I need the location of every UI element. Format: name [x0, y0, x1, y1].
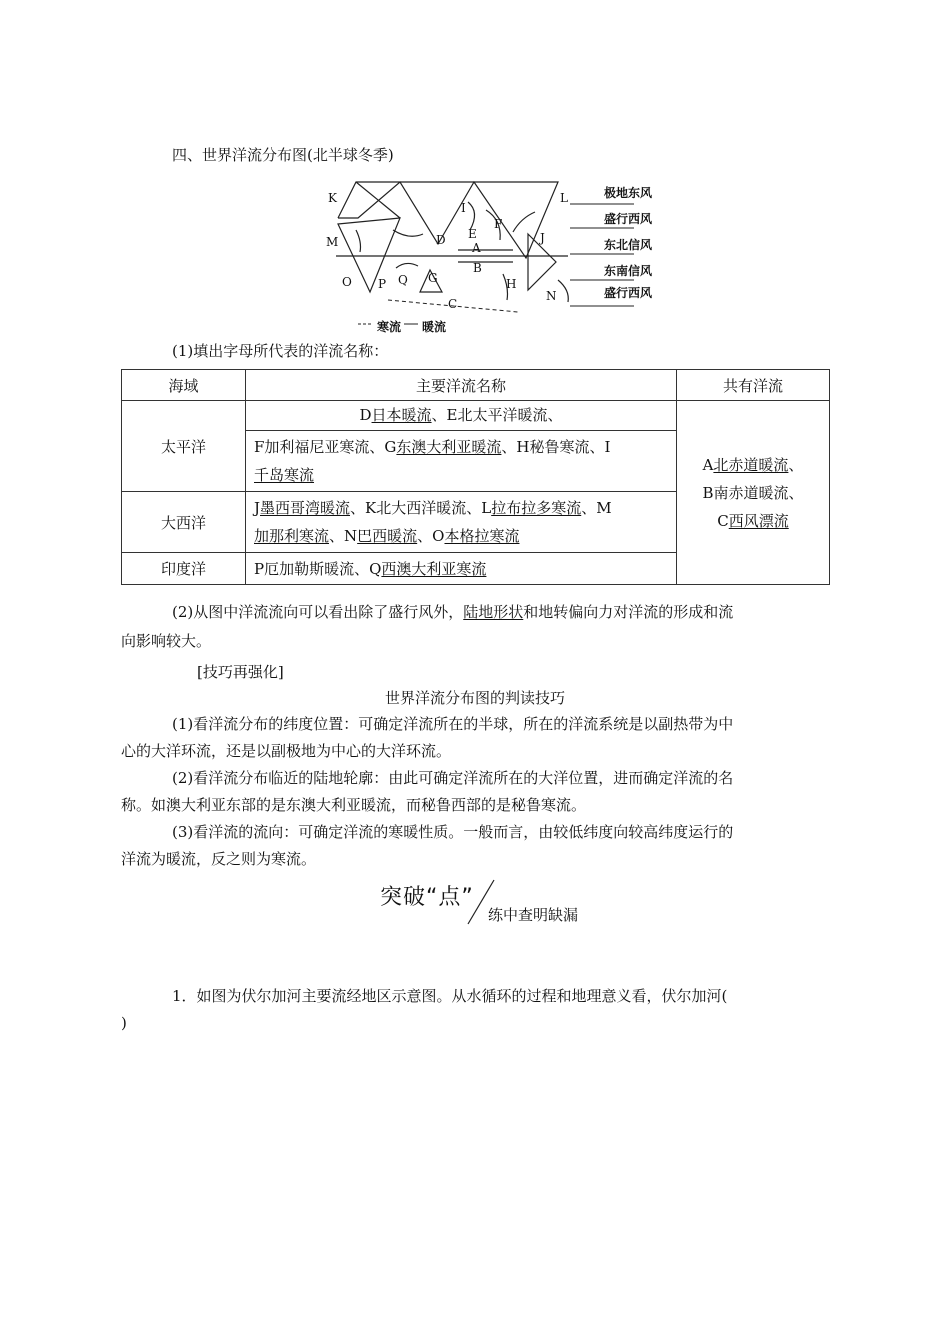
row-pacific-label: 太平洋 [122, 401, 246, 492]
tip-heading: [技巧再强化] [197, 663, 284, 681]
map-letter: O [342, 275, 352, 289]
tip-line: 称。如澳大利亚东部的是东澳大利亚暖流，而秘鲁西部的是秘鲁寒流。 [121, 796, 587, 814]
shared-currents: A北赤道暖流、 B南赤道暖流、 C西风漂流 [677, 401, 830, 585]
header-ocean: 海域 [122, 370, 246, 401]
legend-warm: 暖流 [422, 320, 447, 334]
map-letter: F [494, 217, 503, 231]
current-arrow-q [396, 263, 418, 268]
current-arrow-m [356, 230, 361, 252]
q2-line1: (2)从图中洋流流向可以看出除了盛行风外，陆地形状和地转偏向力对洋流的形成和流 [172, 603, 734, 621]
map-letter: B [473, 261, 482, 275]
row-pacific-currents: D日本暖流、E北太平洋暖流、 F加利福尼亚寒流、G东澳大利亚暖流、H秘鲁寒流、I 千岛寒流 [246, 401, 677, 492]
header-shared: 共有洋流 [677, 370, 830, 401]
map-letter: K [328, 191, 337, 205]
map-letter: D [436, 233, 446, 247]
map-letter: H [506, 277, 517, 291]
map-letter: P [378, 277, 387, 291]
legend-cold: 寒流 [377, 320, 402, 334]
current-arrow-d [393, 230, 423, 236]
header-currents: 主要洋流名称 [246, 370, 677, 401]
q1-prompt: (1)填出字母所代表的洋流名称： [172, 342, 389, 360]
map-letter: A [472, 241, 481, 255]
row-indian-label: 印度洋 [122, 553, 246, 585]
section-title: 四、世界洋流分布图(北半球冬季) [172, 146, 394, 164]
wind-label: 盛行西风 [604, 286, 653, 300]
banner-sub: 练中查明缺漏 [488, 906, 579, 924]
wind-label: 极地东风 [604, 186, 653, 200]
row-atlantic-label: 大西洋 [122, 492, 246, 553]
wind-label: 东北信风 [604, 238, 653, 252]
ocean-current-table [121, 369, 830, 585]
map-letter: M [326, 235, 339, 249]
question1-line1: 1．如图为伏尔加河主要流经地区示意图。从水循环的过程和地理意义看，伏尔加河( [172, 987, 728, 1005]
row-indian-currents: P厄加勒斯暖流、Q西澳大利亚寒流 [246, 553, 677, 585]
map-letter: N [546, 289, 557, 303]
tip-line: 洋流为暖流，反之则为寒流。 [121, 850, 317, 868]
q2-line2: 向影响较大。 [121, 632, 212, 650]
question1-line2: ) [121, 1014, 127, 1032]
tip-line: 心的大洋环流，还是以副极地为中心的大洋环流。 [121, 742, 452, 760]
map-letter: J [540, 231, 545, 245]
wind-label: 东南信风 [604, 264, 653, 278]
tip-line: (2)看洋流分布临近的陆地轮廓：由此可确定洋流所在的大洋位置，进而确定洋流的名 [172, 769, 734, 787]
continent-outline [338, 182, 558, 258]
banner-main: 突破“点” [380, 885, 474, 910]
current-arrow-n [558, 280, 568, 302]
tip-title: 世界洋流分布图的判读技巧 [384, 689, 565, 707]
current-arrow-j [513, 212, 535, 232]
map-letter: C [448, 297, 458, 311]
map-letter: E [468, 227, 477, 241]
tip-line: (3)看洋流的流向：可确定洋流的寒暖性质。一般而言，由较低纬度向较高纬度运行的 [172, 823, 734, 841]
map-letter: L [560, 191, 568, 205]
current-arrow-i [468, 202, 475, 230]
map-letter: Q [398, 273, 408, 287]
tip-line: (1)看洋流分布的纬度位置：可确定洋流所在的半球，所在的洋流系统是以副热带为中 [172, 715, 734, 733]
row-atlantic-currents: J墨西哥湾暖流、K北大西洋暖流、L拉布拉多寒流、M 加那利寒流、N巴西暖流、O本格拉寒流 [246, 492, 677, 553]
wind-label: 盛行西风 [604, 212, 653, 226]
map-letter: I [461, 201, 466, 215]
section-banner [380, 876, 620, 926]
map-letter: G [428, 271, 438, 285]
